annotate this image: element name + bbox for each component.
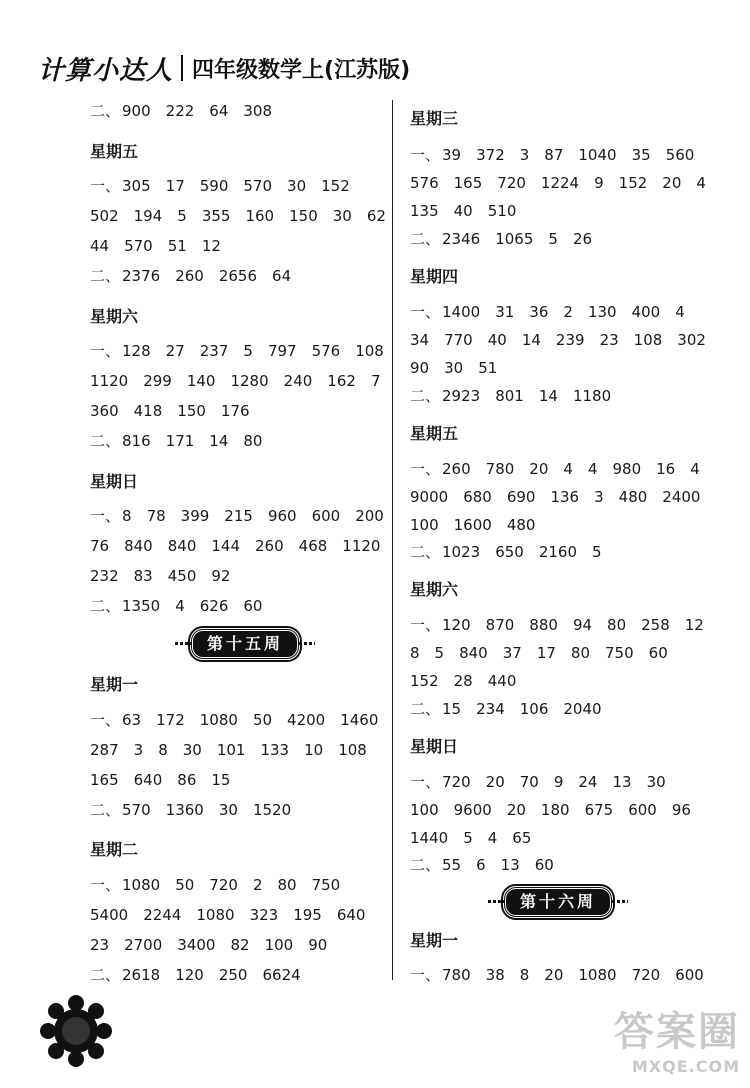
answer-value: 570 — [122, 801, 151, 819]
answer-value: 720 — [209, 876, 238, 894]
answer-value: 5 — [463, 829, 473, 847]
answer-value: 355 — [201, 207, 231, 225]
answer-value: 26 — [572, 230, 593, 248]
answer-value: 180 — [540, 801, 570, 819]
answer-value: 2400 — [662, 488, 701, 506]
answer-value: 2700 — [124, 936, 163, 954]
answer-value: 6624 — [262, 966, 301, 984]
answer-line: 二、 900 222 64 308 — [90, 102, 273, 120]
answer-value: 162 — [327, 372, 356, 390]
answer-value: 1080 — [196, 906, 235, 924]
answer-value: 100 — [410, 516, 439, 534]
answer-value: 770 — [444, 331, 473, 349]
watermark-title: 答案圈 — [614, 1009, 740, 1055]
answer-value: 7 — [370, 372, 381, 390]
answer-value: 17 — [536, 644, 556, 662]
answer-value: 12 — [201, 237, 221, 255]
answer-value: 302 — [677, 331, 706, 349]
answer-value: 5400 — [90, 906, 129, 924]
answer-value: 360 — [90, 402, 119, 420]
badge-ornament — [299, 642, 315, 645]
answer-line: 二、 2376 260 2656 64 — [90, 267, 292, 285]
answer-line — [410, 672, 531, 690]
answer-value: 1023 — [442, 543, 481, 561]
answer-value: 100 — [264, 936, 294, 954]
answer-value: 51 — [478, 359, 498, 377]
answer-value: 152 — [321, 177, 350, 195]
answer-value: 16 — [656, 460, 676, 478]
answer-value: 150 — [289, 207, 318, 225]
answer-value: 70 — [519, 773, 539, 791]
answer-value: 108 — [355, 342, 384, 360]
answer-line: 一、 260 780 20 4 4 980 16 4 — [410, 460, 700, 478]
answer-value: 5 — [592, 543, 602, 561]
watermark-url: MXQE.COM — [631, 1057, 740, 1076]
answer-value: 2346 — [442, 230, 481, 248]
answer-line — [410, 644, 683, 662]
answer-value: 1224 — [540, 174, 580, 192]
answer-value: 1080 — [578, 966, 617, 984]
answer-value: 108 — [633, 331, 663, 349]
answer-value: 4 — [175, 597, 185, 615]
answer-value: 8 — [158, 741, 168, 759]
answer-value: 96 — [671, 801, 691, 819]
answer-value: 152 — [410, 672, 439, 690]
answer-value: 801 — [495, 387, 524, 405]
answer-value: 239 — [555, 331, 585, 349]
answer-line — [90, 207, 401, 225]
answer-value: 50 — [175, 876, 195, 894]
flower-ornament — [40, 995, 112, 1067]
answer-value: 960 — [267, 507, 297, 525]
answer-value: 133 — [260, 741, 290, 759]
answer-line: 一、 305 17 590 570 30 152 — [90, 177, 350, 195]
answer-line — [90, 741, 382, 759]
answer-line: 二、 2346 1065 5 26 — [410, 230, 593, 248]
day-heading: 星期六 — [90, 307, 139, 326]
answer-value: 258 — [641, 616, 670, 634]
answer-line — [410, 359, 512, 377]
answer-value: 37 — [502, 644, 522, 662]
day-heading: 星期一 — [90, 675, 139, 694]
answer-value: 880 — [529, 616, 558, 634]
answer-value: 600 — [628, 801, 657, 819]
answer-value: 31 — [495, 303, 515, 321]
answer-value: 720 — [497, 174, 526, 192]
answer-line — [410, 202, 531, 220]
day-heading: 星期五 — [410, 424, 459, 443]
answer-value: 2376 — [122, 267, 161, 285]
answer-value: 24 — [578, 773, 598, 791]
answer-value: 160 — [245, 207, 275, 225]
answer-value: 90 — [410, 359, 430, 377]
answer-value: 3400 — [177, 936, 216, 954]
answer-value: 60 — [243, 597, 263, 615]
answer-value: 576 — [410, 174, 439, 192]
answer-value: 250 — [218, 966, 248, 984]
answer-value: 1400 — [442, 303, 481, 321]
answer-line: 一、 128 27 237 5 797 576 108 — [90, 342, 384, 360]
answer-value: 399 — [180, 507, 210, 525]
answer-value: 13 — [612, 773, 632, 791]
answer-value: 12 — [684, 616, 704, 634]
answer-value: 570 — [124, 237, 153, 255]
answer-value: 2618 — [122, 966, 161, 984]
answer-line — [90, 402, 265, 420]
answer-value: 30 — [646, 773, 666, 791]
answer-value: 80 — [243, 432, 263, 450]
answer-value: 2 — [252, 876, 263, 894]
answer-value: 194 — [133, 207, 163, 225]
answer-value: 680 — [463, 488, 492, 506]
answer-line: 二、 15 234 106 2040 — [410, 700, 602, 718]
answer-value: 215 — [224, 507, 253, 525]
answer-value: 900 — [122, 102, 151, 120]
answer-value: 20 — [506, 801, 526, 819]
answer-value: 690 — [506, 488, 536, 506]
answer-value: 62 — [366, 207, 386, 225]
answer-value: 9 — [553, 773, 564, 791]
answer-value: 135 — [410, 202, 439, 220]
page-header — [38, 50, 410, 86]
answer-value: 60 — [648, 644, 668, 662]
answer-value: 840 — [124, 537, 153, 555]
answer-line: 一、 1080 50 720 2 80 750 — [90, 876, 341, 894]
answer-value: 60 — [534, 856, 554, 874]
answer-value: 720 — [631, 966, 661, 984]
answer-line — [410, 801, 706, 819]
answer-value: 23 — [599, 331, 619, 349]
answer-value: 20 — [544, 966, 564, 984]
answer-value: 650 — [495, 543, 524, 561]
answer-value: 30 — [218, 801, 238, 819]
answer-value: 51 — [167, 237, 187, 255]
answer-line: 二、 2618 120 250 6624 — [90, 966, 301, 984]
answer-value: 232 — [90, 567, 119, 585]
day-heading: 星期一 — [410, 931, 459, 950]
answer-value: 626 — [199, 597, 229, 615]
answer-value: 480 — [618, 488, 648, 506]
answer-value: 63 — [122, 711, 142, 729]
answer-value: 222 — [165, 102, 195, 120]
answer-value: 750 — [605, 644, 634, 662]
book-logo: 计算小达人 — [38, 55, 174, 86]
answer-line: 一、 120 870 880 94 80 258 12 — [410, 616, 704, 634]
answer-line: 一、 780 38 8 20 1080 720 600 — [410, 966, 704, 984]
answer-value: 720 — [442, 773, 471, 791]
answer-line — [90, 567, 245, 585]
answer-value: 9600 — [453, 801, 492, 819]
answer-value: 2923 — [442, 387, 481, 405]
answer-value: 400 — [631, 303, 661, 321]
answer-value: 144 — [211, 537, 241, 555]
answer-value: 780 — [442, 966, 471, 984]
answer-value: 4 — [487, 829, 498, 847]
badge-ornament — [488, 900, 504, 903]
badge-ornament — [612, 900, 628, 903]
answer-value: 55 — [442, 856, 462, 874]
answer-value: 5 — [548, 230, 558, 248]
answer-value: 140 — [186, 372, 216, 390]
answer-value: 27 — [165, 342, 185, 360]
answer-value: 1350 — [122, 597, 161, 615]
answer-value: 6 — [476, 856, 486, 874]
answer-value: 260 — [255, 537, 284, 555]
answer-value: 152 — [618, 174, 648, 192]
week-badge: 第十五周 — [190, 628, 300, 660]
answer-value: 234 — [476, 700, 505, 718]
answer-value: 20 — [662, 174, 682, 192]
answer-value: 450 — [167, 567, 197, 585]
answer-value: 590 — [199, 177, 229, 195]
answer-value: 1040 — [578, 146, 617, 164]
answer-value: 8 — [519, 966, 530, 984]
answer-value: 165 — [90, 771, 119, 789]
answer-value: 287 — [90, 741, 119, 759]
answer-value: 576 — [311, 342, 341, 360]
answer-value: 30 — [444, 359, 464, 377]
answer-value: 9000 — [410, 488, 449, 506]
answer-value: 78 — [146, 507, 166, 525]
answer-line: 二、 570 1360 30 1520 — [90, 801, 292, 819]
answer-value: 4200 — [287, 711, 326, 729]
answer-value: 82 — [230, 936, 250, 954]
day-heading: 星期六 — [410, 580, 459, 599]
answer-line: 二、 55 6 13 60 — [410, 856, 554, 874]
answer-value: 640 — [336, 906, 366, 924]
answer-value: 1460 — [340, 711, 379, 729]
day-heading: 星期五 — [90, 142, 139, 161]
answer-value: 14 — [538, 387, 558, 405]
answer-value: 65 — [512, 829, 532, 847]
answer-value: 17 — [165, 177, 185, 195]
week-badge: 第十六周 — [503, 886, 613, 918]
answer-value: 130 — [587, 303, 617, 321]
answer-value: 1080 — [122, 876, 161, 894]
answer-value: 35 — [631, 146, 651, 164]
answer-value: 120 — [175, 966, 204, 984]
answer-value: 323 — [249, 906, 279, 924]
answer-value: 14 — [209, 432, 229, 450]
answer-line: 一、 1400 31 36 2 130 400 4 — [410, 303, 685, 321]
answer-value: 176 — [220, 402, 250, 420]
answer-line — [410, 488, 715, 506]
answer-value: 3 — [519, 146, 530, 164]
answer-value: 1080 — [199, 711, 238, 729]
answer-line — [90, 906, 380, 924]
answer-value: 797 — [267, 342, 297, 360]
answer-value: 308 — [243, 102, 273, 120]
answer-value: 510 — [487, 202, 517, 220]
answer-value: 50 — [252, 711, 273, 729]
answer-line — [90, 237, 236, 255]
answer-value: 840 — [167, 537, 197, 555]
answer-value: 8 — [410, 644, 420, 662]
answer-value: 2 — [563, 303, 573, 321]
answer-value: 87 — [544, 146, 564, 164]
day-heading: 星期三 — [410, 109, 459, 128]
answer-value: 600 — [675, 966, 704, 984]
answer-value: 870 — [485, 616, 515, 634]
answer-value: 418 — [133, 402, 163, 420]
answer-value: 260 — [442, 460, 471, 478]
answer-value: 30 — [332, 207, 352, 225]
answer-value: 1120 — [342, 537, 381, 555]
answer-value: 150 — [177, 402, 206, 420]
answer-value: 750 — [311, 876, 341, 894]
answer-value: 260 — [175, 267, 204, 285]
answer-value: 372 — [476, 146, 505, 164]
answer-value: 560 — [665, 146, 695, 164]
day-heading: 星期二 — [90, 840, 139, 859]
answer-value: 9 — [594, 174, 604, 192]
answer-value: 14 — [521, 331, 541, 349]
answer-value: 44 — [90, 237, 110, 255]
answer-value: 39 — [442, 146, 462, 164]
answer-value: 1120 — [90, 372, 129, 390]
answer-value: 94 — [572, 616, 593, 634]
answer-line — [90, 771, 245, 789]
answer-value: 1180 — [572, 387, 612, 405]
answer-line: 二、 1023 650 2160 5 — [410, 543, 602, 561]
answer-line — [90, 372, 395, 390]
answer-value: 3 — [594, 488, 604, 506]
answer-value: 1600 — [453, 516, 492, 534]
answer-value: 3 — [133, 741, 144, 759]
answer-value: 440 — [487, 672, 517, 690]
answer-value: 30 — [182, 741, 202, 759]
answer-value: 10 — [304, 741, 324, 759]
answer-value: 20 — [485, 773, 505, 791]
answer-line — [410, 174, 721, 192]
answer-value: 5 — [434, 644, 445, 662]
answer-value: 136 — [550, 488, 580, 506]
answer-value: 570 — [243, 177, 273, 195]
answer-line: 一、 8 78 399 215 960 600 200 — [90, 507, 384, 525]
answer-value: 165 — [453, 174, 483, 192]
answer-value: 468 — [298, 537, 328, 555]
answer-line: 二、 816 171 14 80 — [90, 432, 263, 450]
answer-value: 30 — [287, 177, 307, 195]
answer-value: 502 — [90, 207, 119, 225]
answer-value: 1360 — [165, 801, 204, 819]
answer-value: 171 — [165, 432, 195, 450]
answer-value: 5 — [243, 342, 253, 360]
answer-value: 83 — [133, 567, 153, 585]
answer-value: 1280 — [230, 372, 269, 390]
answer-line: 一、 39 372 3 87 1040 35 560 — [410, 146, 695, 164]
answer-value: 2160 — [538, 543, 578, 561]
answer-value: 40 — [453, 202, 473, 220]
answer-value: 240 — [283, 372, 313, 390]
answer-value: 23 — [90, 936, 110, 954]
answer-value: 2244 — [143, 906, 182, 924]
answer-value: 1520 — [252, 801, 292, 819]
answer-line — [90, 936, 342, 954]
answer-value: 20 — [529, 460, 549, 478]
answer-value: 28 — [453, 672, 473, 690]
answer-value: 86 — [177, 771, 197, 789]
answer-value: 4 — [690, 460, 700, 478]
answer-value: 5 — [177, 207, 187, 225]
answer-value: 1065 — [495, 230, 534, 248]
answer-value: 305 — [122, 177, 151, 195]
answer-line — [90, 537, 395, 555]
answer-value: 4 — [563, 460, 573, 478]
answer-value: 128 — [122, 342, 151, 360]
answer-value: 64 — [272, 267, 292, 285]
answer-line — [410, 829, 546, 847]
answer-value: 40 — [487, 331, 507, 349]
answer-value: 600 — [311, 507, 341, 525]
answer-value: 4 — [696, 174, 706, 192]
answer-value: 34 — [410, 331, 430, 349]
badge-ornament — [175, 642, 191, 645]
answer-line — [410, 516, 550, 534]
answer-value: 4 — [675, 303, 685, 321]
answer-value: 90 — [308, 936, 328, 954]
answer-value: 13 — [500, 856, 520, 874]
answer-line — [410, 331, 721, 349]
day-heading: 星期日 — [90, 472, 139, 491]
answer-value: 80 — [277, 876, 297, 894]
answer-value: 780 — [485, 460, 515, 478]
answer-value: 172 — [156, 711, 185, 729]
answer-value: 4 — [587, 460, 598, 478]
answer-value: 100 — [410, 801, 439, 819]
answer-value: 108 — [338, 741, 367, 759]
answer-value: 480 — [506, 516, 536, 534]
answer-value: 2656 — [218, 267, 258, 285]
header-separator — [181, 55, 183, 81]
answer-line: 一、 720 20 70 9 24 13 30 — [410, 773, 666, 791]
answer-value: 120 — [442, 616, 471, 634]
answer-value: 101 — [216, 741, 246, 759]
answer-value: 36 — [529, 303, 549, 321]
answer-value: 2040 — [563, 700, 602, 718]
book-subtitle: 四年级数学上(江苏版) — [192, 57, 411, 83]
answer-value: 15 — [442, 700, 462, 718]
answer-value: 299 — [143, 372, 172, 390]
day-heading: 星期日 — [410, 737, 459, 756]
answer-value: 64 — [209, 102, 229, 120]
answer-value: 816 — [122, 432, 151, 450]
answer-value: 106 — [519, 700, 549, 718]
answer-value: 640 — [133, 771, 163, 789]
answer-value: 92 — [211, 567, 231, 585]
answer-value: 195 — [293, 906, 322, 924]
answer-value: 15 — [211, 771, 231, 789]
answer-value: 1440 — [410, 829, 449, 847]
watermark — [614, 1000, 740, 1076]
answer-value: 80 — [607, 616, 627, 634]
day-heading: 星期四 — [410, 267, 459, 286]
answer-value: 237 — [199, 342, 229, 360]
answer-value: 38 — [485, 966, 505, 984]
answer-value: 675 — [584, 801, 614, 819]
answer-line: 二、 1350 4 626 60 — [90, 597, 263, 615]
answer-value: 200 — [355, 507, 384, 525]
answer-value: 76 — [90, 537, 110, 555]
answer-line: 一、 63 172 1080 50 4200 1460 — [90, 711, 379, 729]
answer-value: 80 — [570, 644, 591, 662]
answer-line: 二、 2923 801 14 1180 — [410, 387, 612, 405]
answer-value: 980 — [612, 460, 642, 478]
answer-value: 8 — [122, 507, 132, 525]
answer-value: 840 — [459, 644, 488, 662]
